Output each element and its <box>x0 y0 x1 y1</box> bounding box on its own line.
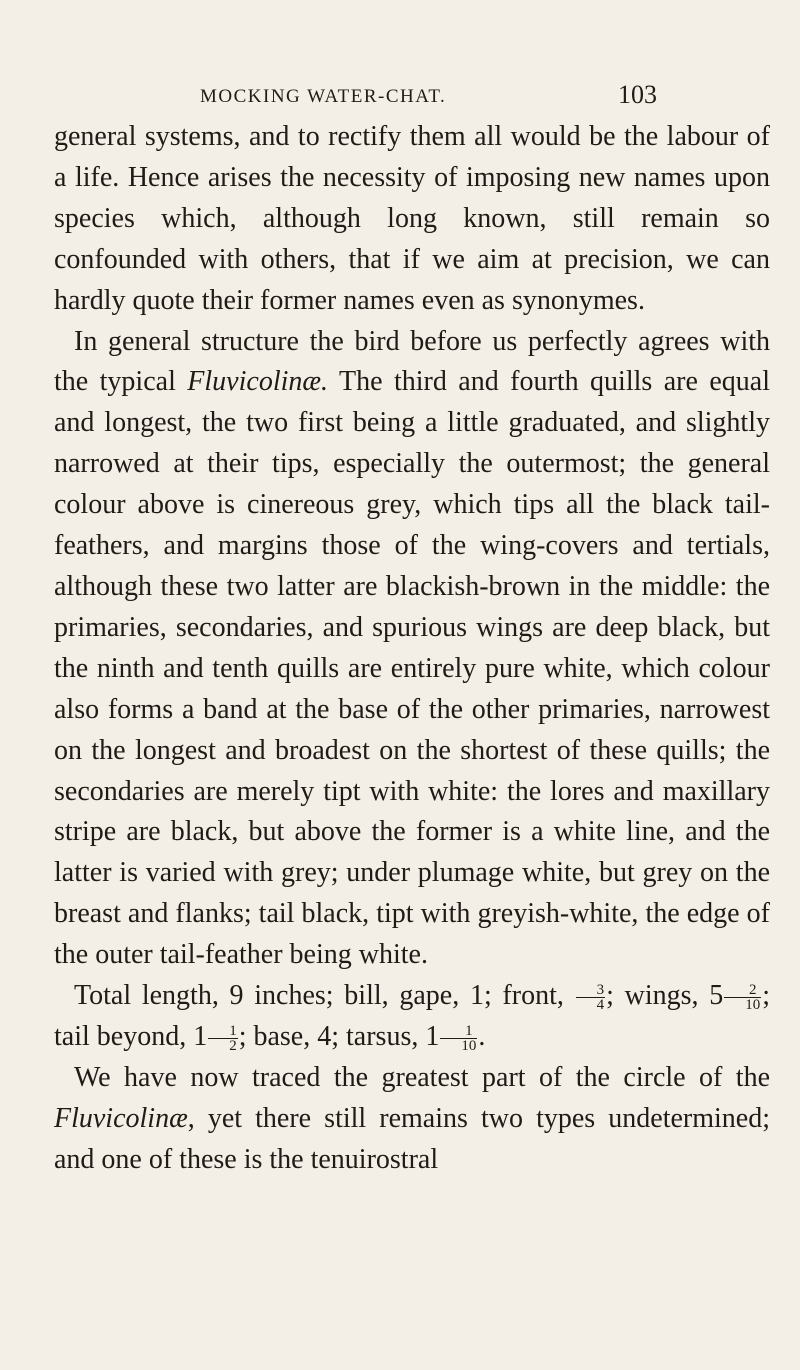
paragraph-structure <box>54 322 770 977</box>
fraction-wings <box>724 983 761 1012</box>
fraction-tarsus <box>440 1024 477 1053</box>
paragraph-text: In general structure the bird before us perfectly agrees with the typical <box>54 325 770 398</box>
paragraph-continuation: general systems, and to rectify them all would be the labour of a life. Hence arises the necessity of imposing new names upon species which, although long known, still remain so confounded with others, that if we aim at precision, we can hardly quote their former names even as synonymes. <box>54 121 770 316</box>
fraction-denominator: 10 <box>745 997 761 1014</box>
page-number: 103 <box>618 80 657 109</box>
paragraph-text: The third and fourth quills are equal and longest, the two first being a little graduated, and slightly narrowed at their tips, especially the outermost; the general colour above is cinereous grey, which tips all the black tail-feathers, and margins those of the wing-covers and tertials, although these two latter are blackish-brown in the middle: the primaries, secondaries, and spurious wings are deep black, but the ninth and tenth quills are entirely pure white, which colour also forms a band at the base of the other primaries, narrowest on the longest and broadest on the shortest of these quills; the secondaries are merely tipt with white: the lores and maxillary stripe are black, but above the former is a white line, and the latter is varied with grey; under plumage white, but grey on the breast and flanks; tail black, tipt with greyish-white, the edge of the outer tail-feather being white. <box>54 366 770 971</box>
paragraph-text: , yet there still remains two types undetermined; and one of these is the tenuirostral <box>54 1102 770 1175</box>
paragraph-text: ; tail beyond, 1 <box>54 980 770 1052</box>
fraction-denominator: 4 <box>596 997 605 1014</box>
fraction-numerator: 1 <box>208 1024 238 1039</box>
fraction-tail <box>208 1024 238 1053</box>
paragraph-text: . <box>478 1020 486 1052</box>
taxon-name: Fluvicolinæ. <box>187 366 329 398</box>
running-head: MOCKING WATER-CHAT. <box>200 86 447 107</box>
paragraph-text: We have now traced the greatest part of the circle of the <box>74 1061 770 1093</box>
taxon-name: Fluvicolinæ <box>54 1102 188 1134</box>
paragraph-text: ; wings, 5 <box>606 980 724 1012</box>
paragraph-measurements <box>54 976 770 1058</box>
paragraph-text: Total length, 9 inches; bill, gape, 1; front, <box>74 980 575 1012</box>
fraction-numerator: 2 <box>724 983 761 998</box>
fraction-denominator: 10 <box>461 1038 477 1055</box>
body-text <box>54 117 770 1181</box>
fraction-numerator: 1 <box>440 1024 477 1039</box>
fraction-numerator: 3 <box>576 983 606 998</box>
paragraph-conclusion <box>54 1058 770 1181</box>
paragraph-text: ; base, 4; tarsus, 1 <box>238 1020 440 1052</box>
fraction-front <box>576 983 606 1012</box>
fraction-denominator: 2 <box>229 1038 237 1055</box>
